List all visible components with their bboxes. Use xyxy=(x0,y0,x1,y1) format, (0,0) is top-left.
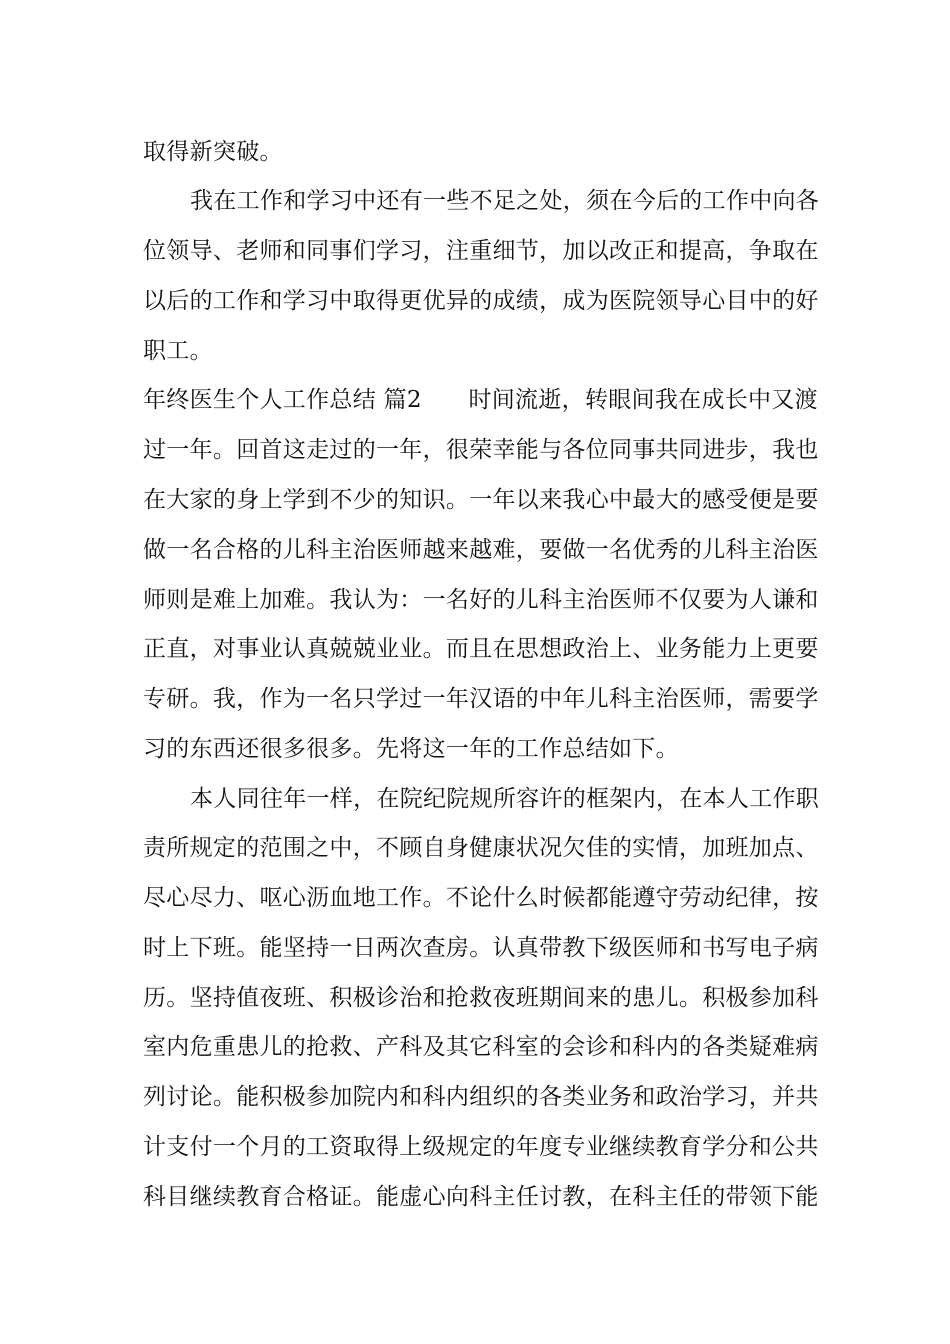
text-line: 历。坚持值夜班、积极诊治和抢救夜班期间来的患儿。积极参加科 xyxy=(143,985,819,1011)
text-line: 时上下班。能坚持一日两次查房。认真带教下级医师和书写电子病 xyxy=(143,935,819,961)
text-line: 正直，对事业认真兢兢业业。而且在思想政治上、业务能力上更要 xyxy=(143,636,819,662)
text-line: 以后的工作和学习中取得更优异的成绩，成为医院领导心目中的好 xyxy=(143,288,819,314)
text-line: 过一年。回首这走过的一年，很荣幸能与各位同事共同进步，我也 xyxy=(143,437,819,463)
text-line: 取得新突破。 xyxy=(143,139,283,165)
text-line: 专研。我，作为一名只学过一年汉语的中年儿科主治医师，需要学 xyxy=(143,686,819,712)
text-line: 做一名合格的儿科主治医师越来越难，要做一名优秀的儿科主治医 xyxy=(143,537,819,563)
section-heading-line: 年终医生个人工作总结 篇2 时间流逝，转眼间我在成长中又渡 xyxy=(143,387,818,413)
text-line: 习的东西还很多很多。先将这一年的工作总结如下。 xyxy=(143,736,679,762)
text-line: 计支付一个月的工资取得上级规定的年度专业继续教育学分和公共 xyxy=(143,1134,819,1160)
text-line: 职工。 xyxy=(143,338,213,364)
text-line: 我在工作和学习中还有一些不足之处，须在今后的工作中向各 xyxy=(190,188,820,214)
text-line: 本人同往年一样，在院纪院规所容许的框架内，在本人工作职 xyxy=(190,786,820,812)
text-line: 尽心尽力、呕心沥血地工作。不论什么时候都能遵守劳动纪律，按 xyxy=(143,885,819,911)
text-line: 师则是难上加难。我认为：一名好的儿科主治医师不仅要为人谦和 xyxy=(143,587,819,613)
text-line: 位领导、老师和同事们学习，注重细节，加以改正和提高，争取在 xyxy=(143,238,819,264)
text-line: 列讨论。能积极参加院内和科内组织的各类业务和政治学习，并共 xyxy=(143,1084,819,1110)
text-line: 在大家的身上学到不少的知识。一年以来我心中最大的感受便是要 xyxy=(143,487,819,513)
text-line: 室内危重患儿的抢救、产科及其它科室的会诊和科内的各类疑难病 xyxy=(143,1034,819,1060)
text-line: 责所规定的范围之中，不顾自身健康状况欠佳的实情，加班加点、 xyxy=(143,835,819,861)
text-line: 科目继续教育合格证。能虚心向科主任讨教，在科主任的带领下能 xyxy=(143,1184,819,1210)
